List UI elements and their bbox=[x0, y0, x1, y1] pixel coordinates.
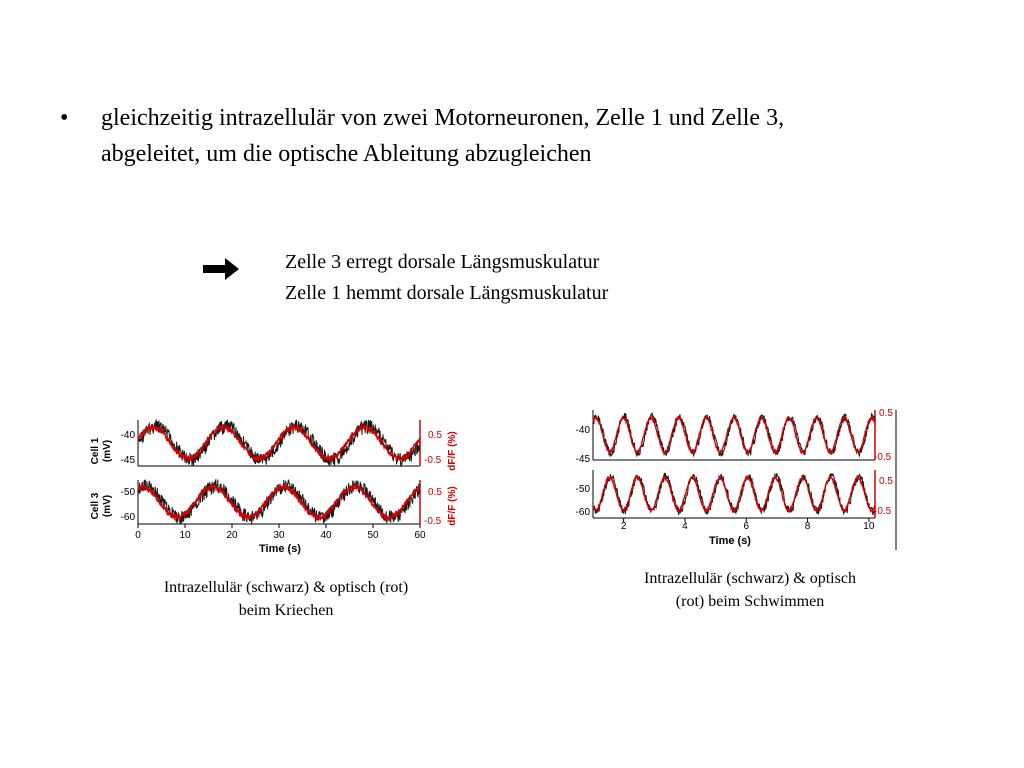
right-ytick: 0.5 bbox=[428, 430, 442, 441]
left-ytick: -40 bbox=[575, 425, 590, 436]
x-tick-label: 50 bbox=[367, 530, 379, 541]
left-ytick: -45 bbox=[575, 454, 590, 465]
right-axis-label: dF/F (%) bbox=[447, 431, 458, 471]
x-tick-label: 2 bbox=[620, 521, 627, 532]
caption-swimming bbox=[598, 567, 902, 613]
right-ytick: -0.5 bbox=[874, 506, 892, 517]
x-axis-label: Time (s) bbox=[709, 535, 751, 547]
crawling-intracellular-trace bbox=[138, 420, 420, 467]
caption-crawling-line-2: beim Kriechen bbox=[238, 602, 334, 619]
bullet-line-2: abgeleitet, um die optische Ableitung abzugleichen bbox=[101, 141, 592, 167]
cell3-unit: (mV) bbox=[102, 494, 113, 518]
left-ytick: -45 bbox=[120, 455, 135, 466]
left-ytick: -60 bbox=[575, 507, 590, 518]
conclusion-text bbox=[285, 247, 608, 309]
cell1-unit: (mV) bbox=[102, 439, 113, 463]
right-axis-label: dF/F (%) bbox=[447, 486, 458, 526]
bullet-line-1: gleichzeitig intrazellulär von zwei Motorneuronen, Zelle 1 und Zelle 3, bbox=[101, 105, 785, 131]
cell1-label: Cell 1 bbox=[90, 437, 101, 465]
caption-crawling bbox=[126, 576, 446, 622]
conclusion-line-1: Zelle 3 erregt dorsale Längsmuskulatur bbox=[285, 251, 600, 273]
left-ytick: -40 bbox=[120, 430, 135, 441]
right-ytick: -0.5 bbox=[424, 516, 442, 527]
x-tick-label: 30 bbox=[273, 530, 285, 541]
x-tick-label: 8 bbox=[804, 521, 811, 532]
right-ytick: -0.5 bbox=[424, 455, 442, 466]
right-ytick: 0.5 bbox=[428, 487, 442, 498]
bullet-symbol: • bbox=[60, 105, 69, 131]
crawling-recording-figure bbox=[88, 408, 472, 560]
caption-swimming-line-2: (rot) beim Schwimmen bbox=[675, 593, 825, 610]
cell3-label: Cell 3 bbox=[90, 492, 101, 520]
conclusion-line-2: Zelle 1 hemmt dorsale Längsmuskulatur bbox=[285, 282, 609, 304]
right-arrow-icon bbox=[203, 258, 239, 280]
bullet-text bbox=[101, 100, 960, 172]
x-tick-label: 40 bbox=[320, 530, 332, 541]
right-ytick: 0.5 bbox=[879, 408, 893, 419]
right-ytick: 0.5 bbox=[879, 476, 893, 487]
bullet-point bbox=[60, 100, 960, 172]
x-tick-label: 60 bbox=[414, 530, 426, 541]
x-tick-label: 4 bbox=[682, 521, 688, 532]
x-tick-label: 10 bbox=[179, 530, 191, 541]
caption-crawling-line-1: Intrazellulär (schwarz) & optisch (rot) bbox=[163, 579, 409, 596]
crawling-optical-trace bbox=[138, 485, 420, 520]
left-ytick: -50 bbox=[575, 484, 590, 495]
x-tick-label: 6 bbox=[743, 521, 750, 532]
right-ytick: -0.5 bbox=[874, 452, 892, 463]
x-tick-label: 0 bbox=[135, 530, 141, 541]
x-tick-label: 10 bbox=[863, 521, 875, 532]
swimming-recording-figure bbox=[560, 402, 900, 552]
x-axis-label: Time (s) bbox=[259, 543, 301, 555]
left-ytick: -60 bbox=[120, 512, 135, 523]
left-ytick: -50 bbox=[120, 487, 135, 498]
x-tick-label: 20 bbox=[226, 530, 238, 541]
caption-swimming-line-1: Intrazellulär (schwarz) & optisch bbox=[644, 570, 856, 587]
